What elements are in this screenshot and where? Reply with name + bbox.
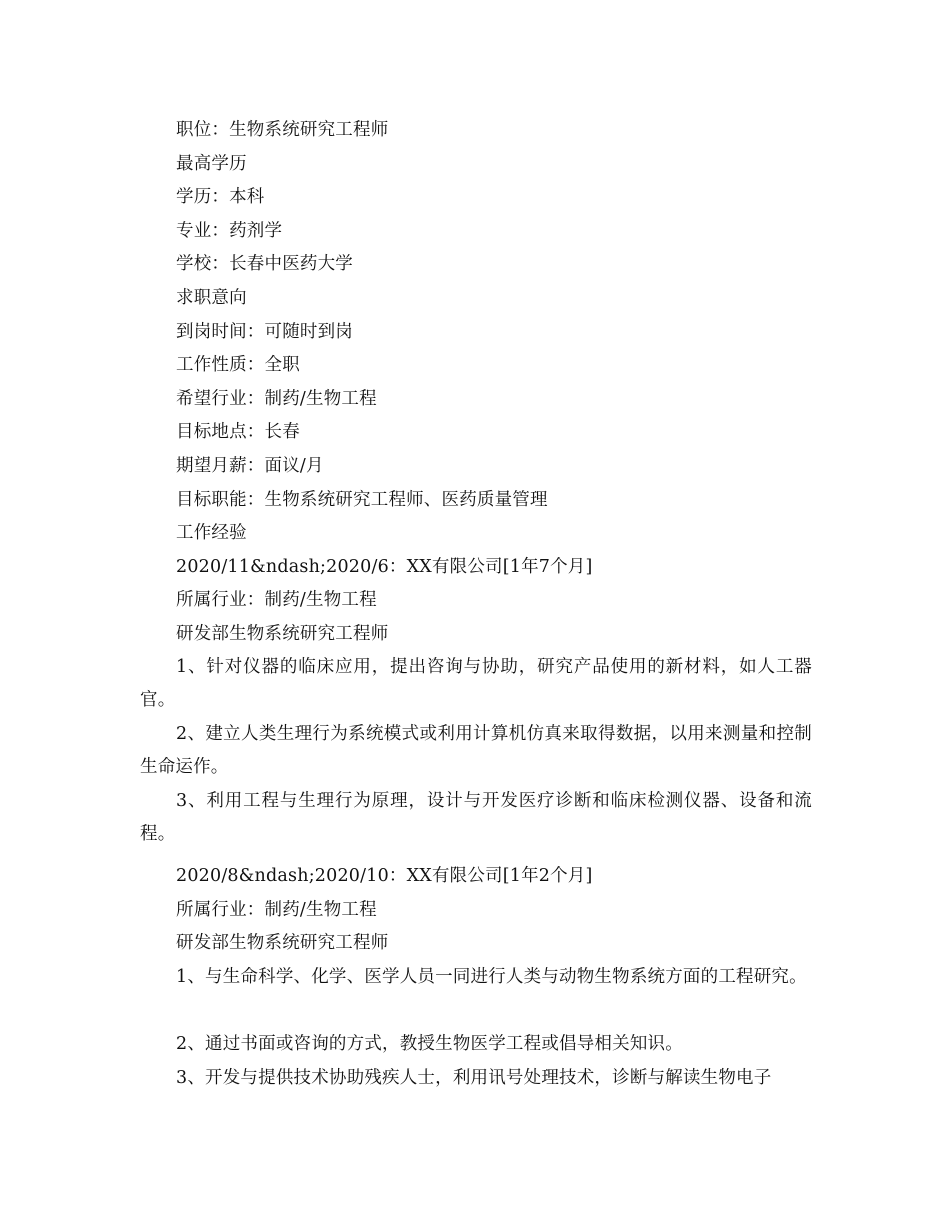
education-heading: 最高学历 (176, 154, 247, 174)
job1-period-line: 2020/11&ndash;2020/6：XX有限公司[1年7个月] (176, 557, 593, 577)
job1-duty-1: 1、针对仪器的临床应用，提出咨询与协助，研究产品使用的新材料，如人工器官。 (140, 657, 812, 710)
degree-line: 学历：本科 (176, 187, 265, 207)
job2-position-line: 研发部生物系统研究工程师 (176, 933, 389, 953)
job2-period-line: 2020/8&ndash;2020/10：XX有限公司[1年2个月] (176, 866, 593, 886)
job1-industry-line: 所属行业：制药/生物工程 (176, 590, 377, 610)
job-type-line: 工作性质：全职 (176, 355, 300, 375)
job2-duty-1: 1、与生命科学、化学、医学人员一同进行人类与动物生物系统方面的工程研究。 (176, 967, 807, 987)
job-intention-heading: 求职意向 (176, 288, 247, 308)
job1-duty-2: 2、建立人类生理行为系统模式或利用计算机仿真来取得数据，以用来测量和控制生命运作。 (140, 724, 812, 777)
position-line: 职位：生物系统研究工程师 (176, 120, 389, 140)
work-experience-heading: 工作经验 (176, 523, 247, 543)
job2-industry-line: 所属行业：制药/生物工程 (176, 900, 377, 920)
job1-duty-3: 3、利用工程与生理行为原理，设计与开发医疗诊断和临床检测仪器、设备和流程。 (140, 791, 812, 844)
target-function-line: 目标职能：生物系统研究工程师、医药质量管理 (176, 490, 548, 510)
start-time-line: 到岗时间：可随时到岗 (176, 322, 353, 342)
desired-industry-line: 希望行业：制药/生物工程 (176, 389, 377, 409)
job1-position-line: 研发部生物系统研究工程师 (176, 624, 389, 644)
major-line: 专业：药剂学 (176, 221, 283, 241)
job2-duty-2: 2、通过书面或咨询的方式，教授生物医学工程或倡导相关知识。 (176, 1034, 683, 1054)
school-line: 学校：长春中医药大学 (176, 254, 353, 274)
job2-duty-3: 3、开发与提供技术协助残疾人士，利用讯号处理技术，诊断与解读生物电子 (176, 1068, 772, 1088)
expected-salary-line: 期望月薪：面议/月 (176, 456, 324, 476)
target-location-line: 目标地点：长春 (176, 422, 300, 442)
